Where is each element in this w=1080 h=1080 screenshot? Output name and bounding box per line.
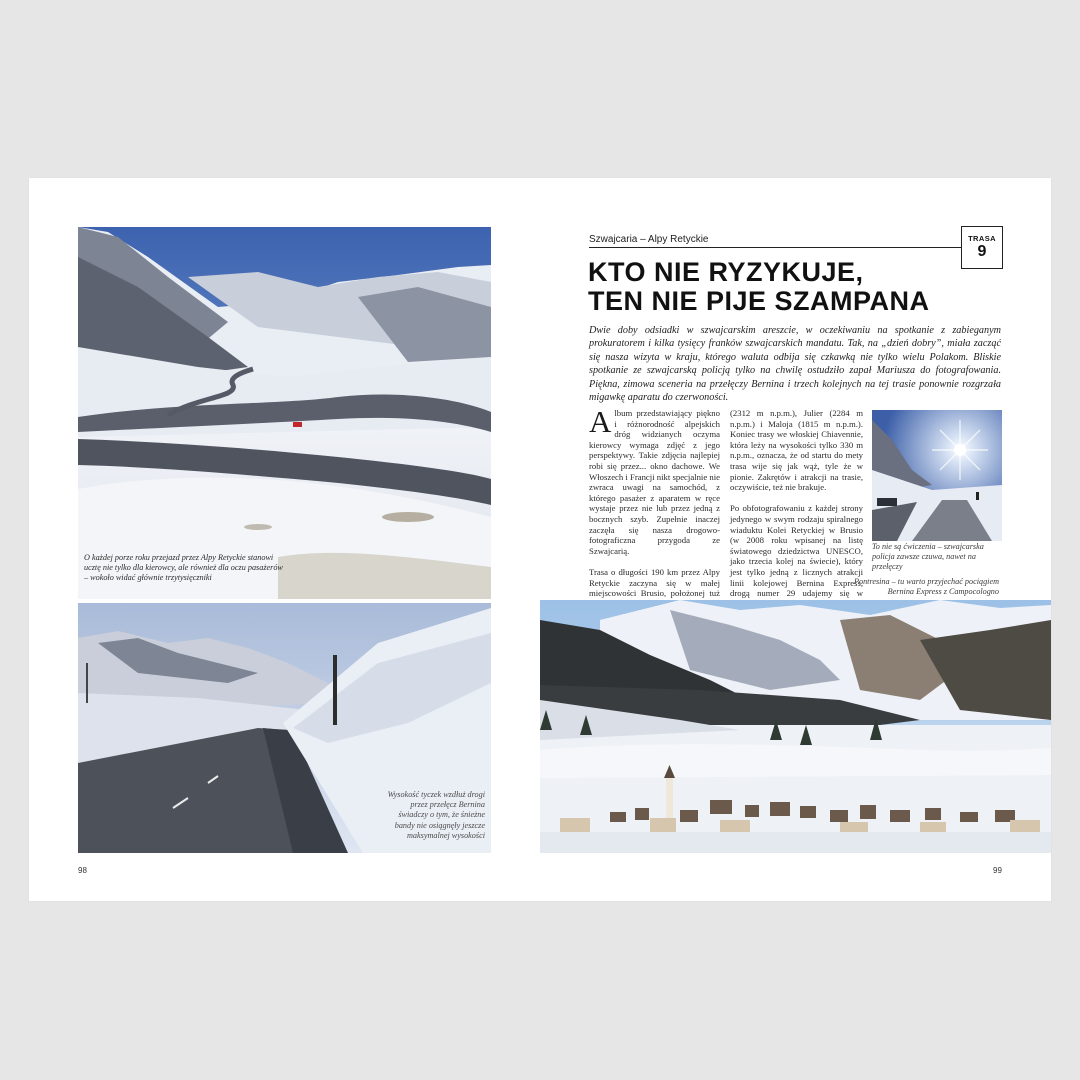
route-badge-number: 9 bbox=[977, 243, 987, 260]
magazine-spread bbox=[29, 178, 1051, 901]
sunburst-road-photo bbox=[872, 410, 1002, 541]
page-number-right: 99 bbox=[993, 866, 1002, 875]
small-photo-caption: To nie są ćwiczenia – szwajcarska policja zawsze czuwa, nawet na przełęczy bbox=[872, 542, 984, 572]
route-badge-label: TRASA bbox=[968, 234, 996, 243]
headline-line-2: TEN NIE PIJE SZAMPANA bbox=[588, 286, 930, 316]
headline-line-1: KTO NIE RYZYKUJE, bbox=[588, 257, 864, 287]
bottom-photo-caption: Wysokość tyczek wzdłuż drogi przez przełęcz Bernina świadczy o tym, że śnieżne bandy nie osiągnęły jeszcze maksymalnej wysokości bbox=[387, 790, 485, 840]
section-rule bbox=[589, 247, 961, 248]
body-paragraph: Trasa o długości 190 km przez Alpy Retyckie zaczyna się w małej miejscowości Brusio, położonej tuż bbox=[589, 566, 720, 599]
drop-cap: A bbox=[589, 404, 612, 439]
page-number-left: 98 bbox=[78, 866, 87, 875]
village-photo-caption: Pontresina – tu warto przyjechać pociągiem Bernina Express z Campocologno bbox=[853, 577, 999, 597]
alpine-village-photo bbox=[540, 600, 1051, 853]
top-photo-caption: O każdej porze roku przejazd przez Alpy Retyckie stanowi ucztę nie tylko dla kierowcy, ale również dla oczu pasażerów – wokoło widać głównie trzytysięczniki bbox=[84, 553, 283, 583]
article-headline bbox=[588, 258, 988, 316]
body-paragraph: (2312 m n.p.m.), Julier (2284 m n.p.m.) i Maloja (1815 m n.p.m.). Koniec trasy we włoskiej Chiavennie, która leży na wysokości tylko 330 m n.p.m., oznacza, że od startu do mety trasa wije się jak wąż, tyle że w pionie. Zakrętów i atrakcji na trasie, oczywiście, też nie brakuje. bbox=[730, 408, 863, 493]
article-lead: Dwie doby odsiadki w szwajcarskim areszcie, w oczekiwaniu na spotkanie z zabieganym prokuratorem i kilka tysięcy franków szwajcarskich mandatu. Tak, na „dzień dobry”, miała zacząć się nasza wizyta w kraju, którego waluta odbija się czkawką nie tylko wielu Polakom. Bliskie spotkanie ze szwajcarską policją tylko na chwilę ostudziło zapał Mariusza do fotografowania. Piękna, zimowa sceneria na przełęczy Bernina i trzech kolejnych na tej trasie ponownie rozgrzała migawkę aparatu do czerwoności. bbox=[589, 325, 1001, 404]
body-paragraph: lbum przedstawiający piękno i różnorodność alpejskich dróg widzianych oczyma kierowcy wymaga zdjęć z jego perspektywy. Takie zdjęcia najlepiej robi się przez... okno dachowe. We Włoszech i Francji nikt specjalnie nie zwraca uwagi na samochód, z którego pasażer z aparatem w ręce wystaje przez nie lub przez jedną z bocznych szyb. Zupełnie inaczej zaczęła się nasza drogowo-fotograficzna przygoda ze Szwajcarią. bbox=[589, 408, 720, 556]
mountain-pass-road-photo bbox=[78, 227, 491, 599]
body-paragraph: Po obfotografowaniu z każdej strony jedynego w swym rodzaju spiralnego wiaduktu Kolei Retyckiej w Brusio (w 2008 roku wpisanej na listę światowego dziedzictwa UNESCO, jako trzecia kolej na świecie), który jest tylko jedną z licznych atrakcji linii kolejowej Bernina Express, drogą numer 29 udajemy się w bbox=[730, 503, 863, 599]
section-label: Szwajcaria – Alpy Retyckie bbox=[589, 234, 709, 245]
